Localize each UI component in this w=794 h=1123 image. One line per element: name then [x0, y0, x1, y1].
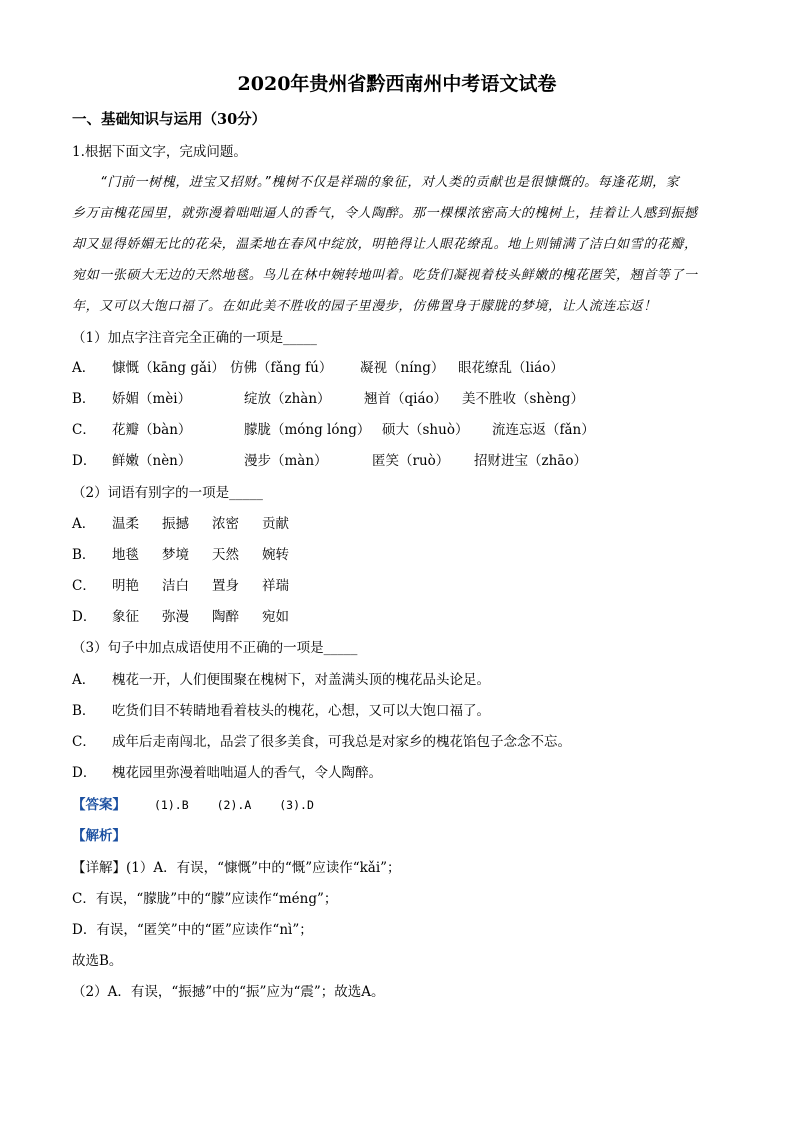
option-item: 翘首（qiáo）	[364, 391, 448, 407]
answer-value: (3).D	[279, 798, 314, 812]
option-item: 娇媚（mèi）	[112, 391, 192, 407]
answer-values	[126, 798, 314, 812]
option-item: 绽放（zhàn）	[244, 391, 331, 407]
option-item: 美不胜收（shèng）	[462, 391, 584, 407]
option-item: 硕大（shuò）	[382, 422, 469, 438]
option-label: D．	[72, 453, 97, 469]
sub2-option-a	[72, 514, 289, 534]
sub1-option-d	[72, 451, 587, 471]
option-text: 槐花园里弥漫着咄咄逼人的香气，令人陶醉。	[112, 765, 382, 781]
option-item: 天然	[212, 547, 239, 563]
answer-value: (1).B	[154, 798, 189, 812]
analysis-row	[72, 826, 126, 846]
sub1-option-c	[72, 420, 595, 440]
option-item: 浓密	[212, 516, 239, 532]
option-label: A．	[72, 360, 96, 376]
option-item: 地毯	[112, 547, 139, 563]
option-item: 流连忘返（fǎn）	[492, 422, 595, 438]
sub2-option-c	[72, 576, 289, 596]
option-text: 吃货们目不转睛地看着枝头的槐花，心想，又可以大饱口福了。	[112, 703, 490, 719]
option-label: A．	[72, 516, 96, 532]
passage-line: 却又显得娇媚无比的花朵，温柔地在春风中绽放，明艳得让人眼花缭乱。地上则铺满了洁白如雪的花瓣，	[72, 237, 698, 252]
option-item: 祥瑞	[262, 578, 289, 594]
option-item: 贡献	[262, 516, 289, 532]
option-item: 明艳	[112, 578, 139, 594]
analysis-line: C．有误，“朦胧”中的“朦”应读作“méng”；	[72, 891, 338, 907]
option-item: 陶醉	[212, 609, 239, 625]
sub3-option-b	[72, 701, 490, 721]
option-label: D．	[72, 609, 97, 625]
page-title: 2020年贵州省黔西南州中考语文试卷	[237, 73, 557, 95]
sub2-option-d	[72, 607, 289, 627]
analysis-tag: 【解析】	[72, 828, 126, 844]
option-label: C．	[72, 578, 96, 594]
option-label: D．	[72, 765, 97, 781]
passage-line: 宛如一张硕大无边的天然地毯。鸟儿在林中婉转地叫着。吃货们凝视着枝头鲜嫩的槐花匿笑，翘首等了一	[72, 268, 698, 283]
answer-tag: 【答案】	[72, 797, 126, 813]
option-item: 眼花缭乱（liáo）	[458, 360, 564, 376]
option-item: 洁白	[162, 578, 189, 594]
sub1-option-b	[72, 389, 584, 409]
sub3-option-d	[72, 763, 382, 783]
option-item: 仿佛（fǎng fú）	[230, 360, 333, 376]
passage-line: 乡万亩槐花园里，就弥漫着咄咄逼人的香气，令人陶醉。那一棵棵浓密高大的槐树上，挂着让人感到振撼	[72, 206, 698, 221]
analysis-line: 故选B。	[72, 953, 123, 969]
answer-value: (2).A	[216, 798, 252, 812]
sub3-option-c	[72, 732, 571, 752]
option-item: 振撼	[162, 516, 189, 532]
sub-question-1-stem: （1）加点字注音完全正确的一项是_____	[72, 330, 317, 346]
option-item: 朦胧（móng lóng）	[244, 422, 371, 438]
answer-row	[72, 795, 314, 815]
option-item: 梦境	[162, 547, 189, 563]
option-label: C．	[72, 422, 96, 438]
passage-line: 年，又可以大饱口福了。在如此美不胜收的园子里漫步，仿佛置身于朦胧的梦境，让人流连忘返！	[72, 299, 657, 314]
sub1-option-a	[72, 358, 564, 378]
sub2-option-b	[72, 545, 289, 565]
option-item: 婉转	[262, 547, 289, 563]
option-item: 匿笑（ruò）	[372, 453, 450, 469]
option-text: 成年后走南闯北，品尝了很多美食，可我总是对家乡的槐花馅包子念念不忘。	[112, 734, 571, 750]
analysis-line: （2）A．有误，“振撼”中的“振”应为“震”；故选A。	[72, 984, 385, 1000]
analysis-line: 【详解】(1）A．有误，“慷慨”中的“慨”应读作“kǎi”；	[72, 860, 401, 876]
analysis-line: D．有误，“匿笑”中的“匿”应读作“nì”；	[72, 922, 313, 938]
section-heading: 一、基础知识与运用（30分）	[72, 111, 267, 128]
option-item: 置身	[212, 578, 239, 594]
option-item: 弥漫	[162, 609, 189, 625]
option-label: B．	[72, 547, 96, 563]
option-item: 花瓣（bàn）	[112, 422, 192, 438]
question-1-stem: 1.根据下面文字，完成问题。	[72, 144, 247, 160]
option-item: 温柔	[112, 516, 139, 532]
option-item: 象征	[112, 609, 139, 625]
option-item: 慷慨（kāng gǎi）	[112, 360, 225, 376]
sub-question-2-stem: （2）词语有别字的一项是_____	[72, 485, 263, 501]
option-item: 宛如	[262, 609, 289, 625]
sub-question-3-stem: （3）句子中加点成语使用不正确的一项是_____	[72, 640, 358, 656]
option-label: C．	[72, 734, 96, 750]
option-label: A．	[72, 672, 96, 688]
option-item: 凝视（níng）	[360, 360, 445, 376]
option-text: 槐花一开，人们便围聚在槐树下，对盖满头顶的槐花品头论足。	[112, 672, 490, 688]
passage-line: “门前一树槐，进宝又招财。”槐树不仅是祥瑞的象征，对人类的贡献也是很慷慨的。每逢花期，家	[100, 175, 680, 190]
option-item: 鲜嫩（nèn）	[112, 453, 192, 469]
sub3-option-a	[72, 670, 490, 690]
option-item: 漫步（màn）	[244, 453, 328, 469]
option-item: 招财进宝（zhāo）	[474, 453, 587, 469]
option-label: B．	[72, 703, 96, 719]
option-label: B．	[72, 391, 96, 407]
